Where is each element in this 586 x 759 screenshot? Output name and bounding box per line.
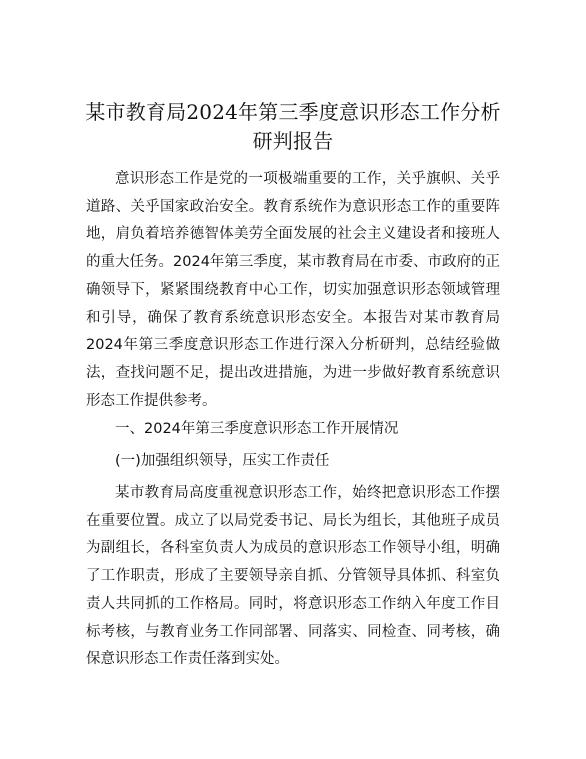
report-title-line-1: 某市教育局2024年第三季度意识形态工作分析 — [85, 100, 501, 124]
intro-paragraph: 意识形态工作是党的一项极端重要的工作，关乎旗帜、关乎道路、关乎国家政治安全。教育系统作为意识形态工作的重要阵地，肩负着培养德智体美劳全面发展的社会主义建设者和接班人的重大任务。2024年第三季度，某市教育局在市委、市政府的正确领导下，紧紧围绕教育中心工作，切实加强意识形态领域管理和引导，确保了教育系统意识形态安全。本报告对某市教育局2024年第三季度意识形态工作进行深入分析研判，总结经验做法，查找问题不足，提出改进措施，为进一步做好教育系统意识形态工作提供参考。 — [86, 171, 500, 409]
subsection-1-paragraph: 某市教育局高度重视意识形态工作，始终把意识形态工作摆在重要位置。成立了以局党委书记、局长为组长，其他班子成员为副组长，各科室负责人为成员的意识形态工作领导小组，明确了工作职责，形成了主要领导亲自抓、分管领导具体抓、科室负责人共同抓的工作格局。同时，将意识形态工作纳入年度工作目标考核，与教育业务工作同部署、同落实、同检查、同考核，确保意识形态工作责任落到实处。 — [86, 485, 500, 668]
subsection-heading-1: (一)加强组织领导，压实工作责任 — [115, 453, 330, 469]
section-heading-1: 一、2024年第三季度意识形态工作开展情况 — [115, 421, 399, 437]
report-title-line-2: 研判报告 — [252, 129, 334, 153]
report-title — [70, 98, 516, 156]
